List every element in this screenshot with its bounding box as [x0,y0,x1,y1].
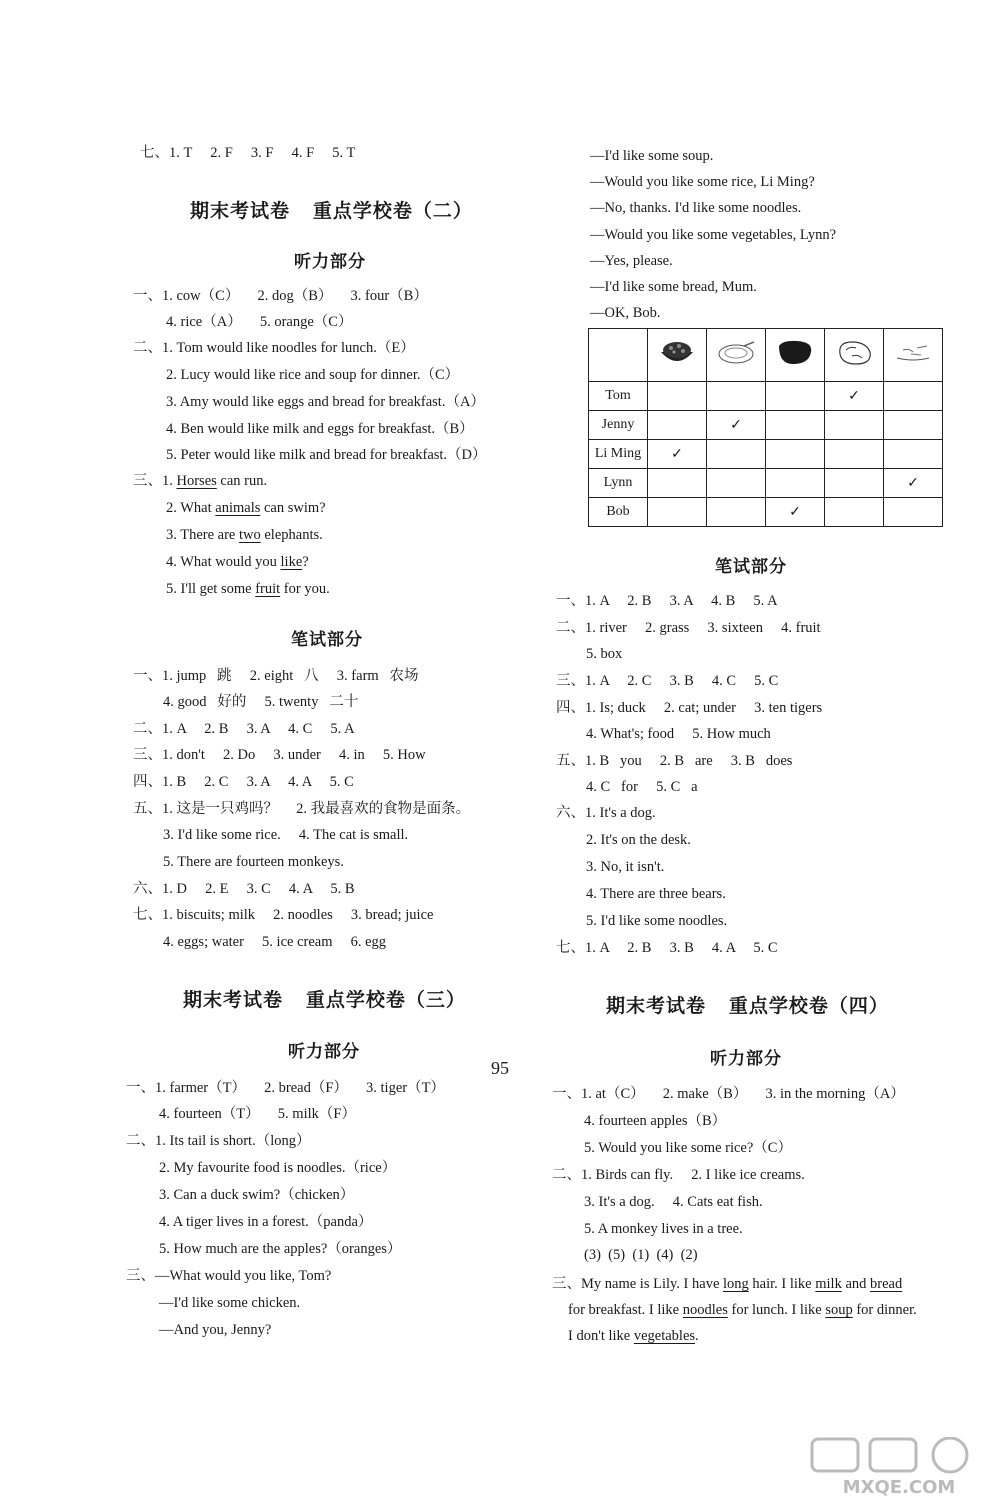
check-cell [648,411,707,440]
check-cell [825,411,884,440]
dialog-line-1: —I'd like some soup. [590,148,714,164]
r-written-6-line-e: 5. I'd like some noodles. [586,913,728,929]
written-3: 三、1. don't 2. Do 3. under 4. in 5. How [133,747,426,763]
r-written-2-line-a: 二、1. river 2. grass 3. sixteen 4. fruit [556,620,821,636]
dialog-line-6: —I'd like some bread, Mum. [590,279,757,295]
p3-listen-1-line-b: 4. fourteen（T） 5. milk（F） [159,1106,356,1122]
table-corner-cell [589,329,648,382]
p3-listen-2-line-c: 3. Can a duck swim?（chicken） [159,1187,355,1203]
r-written-4-line-a: 四、1. Is; duck 2. cat; under 3. ten tigers [556,700,823,716]
r-written-6-line-c: 3. No, it isn't. [586,859,665,875]
paper-2-title: 期末考试卷 重点学校卷（二） [190,200,473,222]
check-cell [707,382,766,411]
p3-listen-2-line-e: 5. How much are the apples?（oranges） [159,1241,402,1257]
written-title: 笔试部分 [291,630,363,650]
written-5-line-c: 5. There are fourteen monkeys. [163,854,344,870]
check-cell [884,440,943,469]
p3-listen-2-line-a: 二、1. Its tail is short.（long） [126,1133,311,1149]
p4-listen-3-line-b: for breakfast. I like noodles for lunch. I like soup for dinner. [568,1302,917,1318]
row-name-cell: Lynn [589,469,648,498]
p4-listen-1-line-c: 5. Would you like some rice?（C） [584,1140,792,1156]
check-cell [884,498,943,527]
r-written-4-line-b: 4. What's; food 5. How much [586,726,771,742]
dialog-line-4: —Would you like some vegetables, Lynn? [590,227,837,243]
p3-listen-2-line-b: 2. My favourite food is noodles.（rice） [159,1160,397,1176]
check-cell [766,440,825,469]
check-cell [766,411,825,440]
table-row [589,382,943,411]
check-mark-icon: ✓ [671,446,683,462]
p3-listen-3-line-b: —I'd like some chicken. [159,1295,301,1311]
check-cell [766,469,825,498]
check-cell [707,411,766,440]
food-choice-table [588,328,943,527]
written-4: 四、1. B 2. C 3. A 4. A 5. C [133,774,354,790]
check-cell [884,382,943,411]
listen-2-line-d: 4. Ben would like milk and eggs for breakfast.（B） [166,421,474,437]
bread-image [766,329,825,382]
row-name-cell: Li Ming [589,440,648,469]
written-5-line-b: 3. I'd like some rice. 4. The cat is small. [163,827,409,843]
p3-listen-3-line-a: 三、—What would you like, Tom? [126,1268,332,1284]
listen-2-line-c: 3. Amy would like eggs and bread for breakfast.（A） [166,394,485,410]
rice-image [648,329,707,382]
dialog-line-3: —No, thanks. I'd like some noodles. [590,200,802,216]
listen-2-line-a: 二、1. Tom would like noodles for lunch.（E） [133,340,415,356]
check-cell [648,498,707,527]
watermark-text: MXQE.COM [842,1477,956,1497]
p4-listen-2-line-a: 二、1. Birds can fly. 2. I like ice creams. [552,1167,805,1183]
p4-listen-3-line-c: I don't like vegetables. [568,1328,699,1344]
row-name-cell: Bob [589,498,648,527]
check-cell [707,440,766,469]
listen-1-line-a: 一、1. cow（C） 2. dog（B） 3. four（B） [133,288,428,304]
written-2: 二、1. A 2. B 3. A 4. C 5. A [133,721,355,737]
check-mark-icon: ✓ [789,504,801,520]
listen-2-line-b: 2. Lucy would like rice and soup for dinner.（C） [166,367,460,383]
listen-2-line-e: 5. Peter would like milk and bread for breakfast.（D） [166,447,487,463]
r-written-5-line-a: 五、1. B you 2. B are 3. B does [556,753,793,769]
check-cell [648,382,707,411]
written-7-line-a: 七、1. biscuits; milk 2. noodles 3. bread; juice [133,907,434,923]
watermark-logo [804,1437,994,1497]
table-row [589,440,943,469]
r-written-3: 三、1. A 2. C 3. B 4. C 5. C [556,673,779,689]
soup-image [707,329,766,382]
r-written-5-line-b: 4. C for 5. C a [586,779,698,795]
dialog-line-7: —OK, Bob. [590,305,661,321]
check-cell [707,469,766,498]
table-row [589,469,943,498]
noodles-image [884,329,943,382]
check-cell [707,498,766,527]
dialog-line-2: —Would you like some rice, Li Ming? [590,174,815,190]
check-cell [825,440,884,469]
check-mark-icon: ✓ [907,475,919,491]
dialog-line-5: —Yes, please. [590,253,673,269]
p4-listen-2-order: (3) (5) (1) (4) (2) [584,1247,698,1263]
check-cell [825,382,884,411]
p4-listen-2-line-c: 5. A monkey lives in a tree. [584,1221,743,1237]
p3-listen-2-line-d: 4. A tiger lives in a forest.（panda） [159,1214,373,1230]
listen-3-line-e: 5. I'll get some fruit for you. [166,581,330,597]
listen-3-line-b: 2. What animals can swim? [166,500,326,516]
r-written-7: 七、1. A 2. B 3. B 4. A 5. C [556,940,778,956]
p3-listen-1-line-a: 一、1. farmer（T） 2. bread（F） 3. tiger（T） [126,1080,445,1096]
check-cell [766,498,825,527]
r-written-1: 一、1. A 2. B 3. A 4. B 5. A [556,593,778,609]
check-cell [884,411,943,440]
written-1-line-a: 一、1. jump 跳 2. eight 八 3. farm 农场 [133,668,419,684]
check-cell [825,469,884,498]
listen-3-line-c: 3. There are two elephants. [166,527,323,543]
p3-listen-3-line-c: —And you, Jenny? [159,1322,272,1338]
p4-listen-3-line-a: 三、My name is Lily. I have long hair. I like milk and bread [552,1276,903,1292]
listening-3-title: 听力部分 [288,1042,360,1062]
check-cell [766,382,825,411]
written-5-line-a: 五、1. 这是一只鸡吗？ 2. 我最喜欢的食物是面条。 [133,801,471,817]
row-name-cell: Tom [589,382,648,411]
check-cell [884,469,943,498]
r-written-6-line-d: 4. There are three bears. [586,886,726,902]
p4-listen-1-line-b: 4. fourteen apples（B） [584,1113,727,1129]
paper-4-title: 期末考试卷 重点学校卷（四） [606,995,889,1017]
check-mark-icon: ✓ [848,388,860,404]
listen-3-line-a: 三、1. Horses can run. [133,473,268,489]
r-written-6-line-b: 2. It's on the desk. [586,832,691,848]
table-row [589,411,943,440]
r-written-2-line-b: 5. box [586,646,623,662]
r-written-6-line-a: 六、1. It's a dog. [556,805,656,821]
listening-4-title: 听力部分 [710,1049,782,1069]
listening-title: 听力部分 [294,252,366,272]
table-header-row [589,329,943,382]
p4-listen-1-line-a: 一、1. at（C） 2. make（B） 3. in the morning（A） [552,1086,905,1102]
listen-1-line-b: 4. rice（A） 5. orange（C） [166,314,353,330]
written-title-right: 笔试部分 [715,557,787,577]
check-mark-icon: ✓ [730,417,742,433]
page-number: 95 [491,1058,509,1078]
written-1-line-b: 4. good 好的 5. twenty 二十 [163,694,359,710]
row-name-cell: Jenny [589,411,648,440]
written-7-line-b: 4. eggs; water 5. ice cream 6. egg [163,934,387,950]
table-row [589,498,943,527]
written-6: 六、1. D 2. E 3. C 4. A 5. B [133,881,355,897]
chicken-image [825,329,884,382]
listen-3-line-d: 4. What would you like? [166,554,309,570]
check-cell [825,498,884,527]
check-cell [648,469,707,498]
paper-3-title: 期末考试卷 重点学校卷（三） [183,989,466,1011]
section-7-answers: 七、1. T 2. F 3. F 4. F 5. T [140,145,356,161]
check-cell [648,440,707,469]
p4-listen-2-line-b: 3. It's a dog. 4. Cats eat fish. [584,1194,763,1210]
